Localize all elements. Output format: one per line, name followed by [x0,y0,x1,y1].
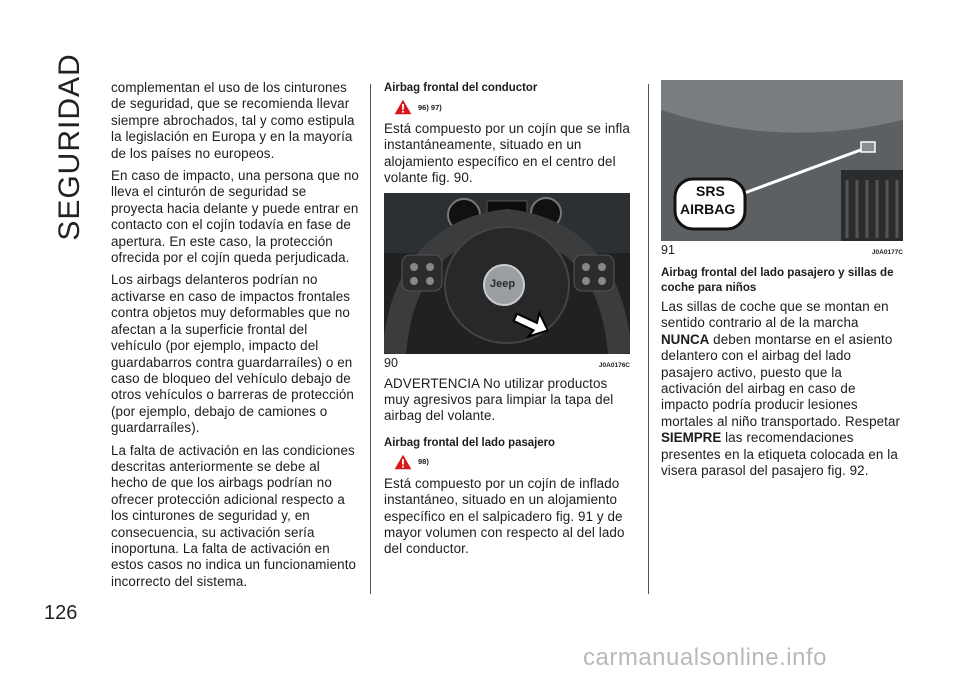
page-number: 126 [44,602,78,624]
keyword-nunca: NUNCA [661,331,710,347]
paragraph: La falta de activación en las condiciones descritas anteriormente se debe al hecho de que los airbags podrían no ofrecer protección adicional respecto a los cinturones de seguridad y, en consecuencia, su activación sería inoportuna. La falta de activación en estos casos no indica un funcionamiento incorrecto del sistema. [111,442,357,589]
section-title [52,53,88,241]
heading-passenger-airbag: Airbag frontal del lado pasajero [384,434,556,449]
paragraph: Está compuesto por un cojín de inflado instantáneo, situado en un alojamiento específico en el salpicadero fig. 91 y de mayor volumen con respecto al del lado del conductor. [384,475,625,557]
srs-label-line1: SRS [696,183,725,199]
column-divider [648,84,649,594]
watermark: carmanualsonline.info [583,644,827,671]
keyword-siempre: SIEMPRE [661,430,722,446]
warning-refs: 96) 97) [418,102,442,112]
section-title-text: SEGURIDAD [53,53,86,241]
srs-label-line2: AIRBAG [680,201,736,217]
column-1 [111,80,359,596]
paragraph-text: las recomendaciones presentes en la etiqueta colocada en la visera parasol del pasajero fig. 92. [661,430,898,479]
paragraph-text: Las sillas de coche que se montan en sentido contrario al de la marcha [661,299,889,331]
figure-number: 91 [661,243,675,257]
figure-caption [384,356,630,370]
heading-driver-airbag: Airbag frontal del conductor [384,80,538,94]
column-divider [370,84,371,594]
steering-wheel-image [384,193,630,354]
heading-child-seats: Airbag frontal del lado pasajero y sillas de coche para niños [661,266,894,294]
column-3 [661,80,903,485]
warning-triangle-icon [394,99,412,115]
warning-triangle-icon [394,454,412,470]
figure-90-steering-wheel [384,193,630,354]
warning-refs: 98) [418,457,429,467]
paragraph: ADVERTENCIA No utilizar productos muy agresivos para limpiar la tapa del airbag del volante. [384,375,614,424]
column-2 [384,80,630,564]
figure-91-dashboard [661,80,903,241]
figure-number: 90 [384,355,398,370]
figure-code: J0A0177C [871,249,903,256]
jeep-logo: Jeep [490,277,516,290]
warning-reference [394,454,630,470]
paragraph [661,299,903,479]
warning-reference [394,99,630,115]
paragraph: Los airbags delanteros podrían no activarse en caso de impactos frontales contra objetos muy deformables que no afectan a la superficie frontal del vehículo (por ejemplo, impacto del guardabarros contra guardarraíles) o en caso de bloqueo del vehículo debajo de otros vehículos o barreras de protección (por ejemplo, debajo de camiones o guardarraíles). [111,272,354,436]
paragraph: Está compuesto por un cojín que se infla instantáneamente, situado en un alojamiento específico en el centro del volante fig. 90. [384,121,630,186]
figure-code: J0A0176C [598,361,630,369]
figure-caption [661,243,903,257]
paragraph-text: deben montarse en el asiento delantero con el airbag del lado pasajero activo, puesto que la activación del airbag en caso de impacto podría producir lesiones mortales al niño transportado. Respetar [661,331,901,429]
paragraph: complementan el uso de los cinturones de seguridad, que se recomienda llevar siempre abrochados, tal y como estipula la legislación en Europa y en la mayoría de los países no europeos. [111,80,355,161]
paragraph: En caso de impacto, una persona que no lleva el cinturón de seguridad se proyecta hacia delante y puede entrar en contacto con el cojín todavía en fase de apertura. En este caso, la protección ofrecida por el cojín queda perjudicada. [111,168,359,266]
